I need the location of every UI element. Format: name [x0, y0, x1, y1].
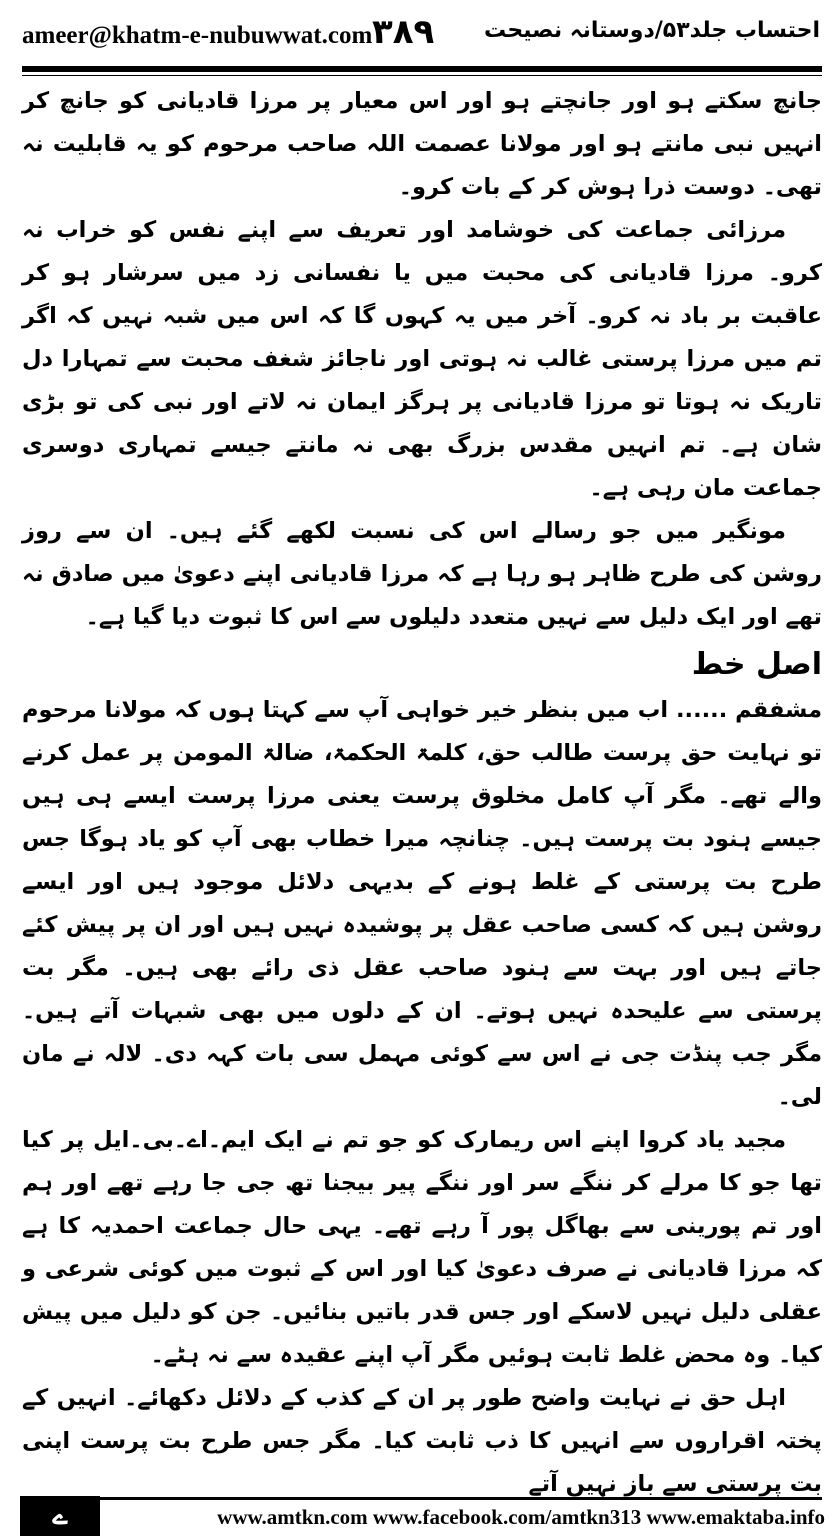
header-email: ameer@khatm-e-nubuwwat.com: [22, 22, 373, 49]
paragraph: مجید یاد کروا اپنے اس ریمارک کو جو تم نے ایک ایم۔اے۔بی۔ایل پر کیا تھا جو کا مرلے کر ننگے سر اور ننگے پیر بیجنا تھ جی جا رہے تھے اور ہم اور تم پورینی سے بھاگل پور آ رہے تھے۔ یہی حال جماعت احمدیہ کا ہے کہ مرزا قادیانی نے صرف دعویٰ کیا اور اس کے ثبوت میں کوئی شرعی و عقلی دلیل نہیں لاسکے اور جس قدر باتیں بنائیں۔ جن کو دلیل میں پیش کیا۔ وہ محض غلط ثابت ہوئیں مگر آپ اپنے عقیدہ سے نہ ہٹے۔: [22, 1127, 822, 1368]
header-rule-thin: [22, 75, 822, 76]
footer-page-marker: ے: [20, 1496, 100, 1536]
paragraph: مشفقم ...... اب میں بنظر خیر خواہی آپ سے کہتا ہوں کہ مولانا مرحوم تو نہایت حق پرست طالب حق، کلمۃ الحکمۃ، ضالۃ المومن پر عمل کرنے والے تھے۔ مگر آپ کامل مخلوق پرست یعنی مرزا پرست ایسے ہی ہیں جیسے ہنود بت پرست ہیں۔ چنانچہ میرا خطاب بھی آپ کو یاد ہوگا جس طرح بت پرستی کے غلط ہونے کے بدیہی دلائل موجود ہیں اور ایسے روشن ہیں کہ کسی صاحب عقل پر پوشیدہ نہیں ہیں اور ان پر پیش کئے جاتے ہیں اور بہت سے ہنود صاحب عقل ذی رائے بھی ہیں۔ مگر بت پرستی سے علیحدہ نہیں ہوتے۔ ان کے دلوں میں بھی شبہات آتے ہیں۔ مگر جب پنڈت جی نے اس سے کوئی مہمل سی بات کہہ دی۔ لالہ نے مان لی۔: [22, 697, 822, 1110]
footer-links: www.amtkn.com www.facebook.com/amtkn313 www.emaktaba.info: [217, 1505, 825, 1529]
paragraph: مرزائی جماعت کی خوشامد اور تعریف سے اپنے نفس کو خراب نہ کرو۔ مرزا قادیانی کی محبت میں یا نفسانی زد میں سرشار ہو کر عاقبت بر باد نہ کرو۔ آخر میں یہ کہوں گا کہ اس میں شبہ نہیں کہ اگر تم میں مرزا پرستی غالب نہ ہوتی اور ناجائز شغف محبت سے تمہارا دل تاریک نہ ہوتا تو مرزا قادیانی پر ہرگز ایمان نہ لاتے اور نبی کی تو بڑی شان ہے۔ تم انہیں مقدس بزرگ بھی نہ مانتے جیسے تمہاری دوسری جماعت مان رہی ہے۔: [22, 217, 822, 501]
section-heading: اصل خط: [691, 647, 822, 682]
footer-rule: [22, 1497, 822, 1500]
paragraph: اہل حق نے نہایت واضح طور پر ان کے کذب کے دلائل دکھائے۔ انہیں کے پختہ اقراروں سے انہیں کا ذب ثابت کیا۔ مگر جس طرح بت پرست اپنی بت پرستی سے باز نہیں آتے: [22, 1385, 822, 1497]
header-rule-thick: [22, 66, 822, 72]
paragraph: جانچ سکتے ہو اور جانچتے ہو اور اس معیار پر مرزا قادیانی کو جانچ کر انہیں نبی مانتے ہو اور مولانا عصمت اللہ صاحب مرحوم کو یہ قابلیت نہ تھی۔ دوست ذرا ہوش کر کے بات کرو۔: [22, 88, 822, 200]
page-body: [22, 80, 822, 1497]
running-title: احتساب جلد۵۳/دوستانہ نصیحت: [484, 18, 820, 43]
page-header: [0, 0, 840, 70]
page-number: ۳۸۹: [372, 12, 435, 52]
paragraph: مونگیر میں جو رسالے اس کی نسبت لکھے گئے ہیں۔ ان سے روز روشن کی طرح ظاہر ہو رہا ہے کہ مرزا قادیانی اپنے دعویٰ میں صادق نہ تھے اور ایک دلیل سے نہیں متعدد دلیلوں سے اس کا ثبوت دیا گیا ہے۔: [22, 518, 822, 630]
